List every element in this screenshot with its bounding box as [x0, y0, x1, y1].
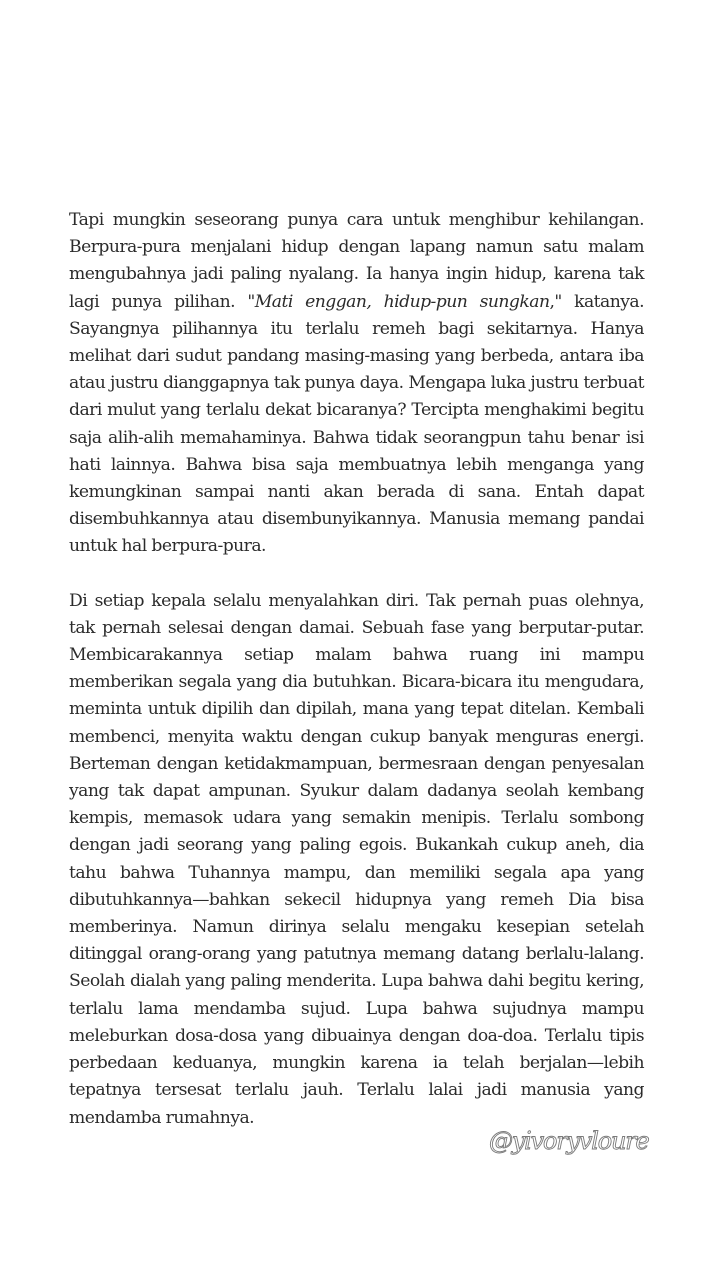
signature-text: @yivoryvloure	[489, 1127, 649, 1155]
paragraph-2: Di setiap kepala selalu menyalahkan diri. Tak pernah puas olehnya, tak pernah selesai dengan damai. Sebuah fase yang berputar-putar. Membicarakannya setiap malam bahwa ruang ini mampu memberikan segala yang dia butuhkan. Bicara-bicara itu mengudara, meminta untuk dipilih dan dipilah, mana yang tepat ditelan. Kembali membenci, menyita waktu dengan cukup banyak menguras energi. Berteman dengan ketidakmampuan, bermesraan dengan penyesalan yang tak dapat ampunan. Syukur dalam dadanya seolah kembang kempis, memasok udara yang semakin menipis. Terlalu sombong dengan jadi seorang yang paling egois. Bukankah cukup aneh, dia tahu bahwa Tuhannya mampu, dan memiliki segala apa yang dibutuhkannya—bahkan sekecil hidupnya yang remeh Dia bisa memberinya. Namun dirinya selalu mengaku kesepian setelah ditinggal orang-orang yang patutnya memang datang berlalu-lalang. Seolah dialah yang paling menderita. Lupa bahwa dahi begitu kering, terlalu lama mendamba sujud. Lupa bahwa sujudnya mampu meleburkan dosa-dosa yang dibuainya dengan doa-doa. Terlalu tipis perbedaan keduanya, mungkin karena ia telah berjalan—lebih tepatnya tersesat terlalu jauh. Terlalu lalai jadi manusia yang mendamba rumahnya.	[69, 590, 644, 1128]
signature	[487, 1117, 649, 1161]
signature-script	[487, 1117, 649, 1161]
text-block	[69, 207, 644, 1132]
paragraph-1	[69, 207, 644, 561]
italic-quote: Mati enggan, hidup-pun sungkan	[254, 291, 550, 312]
paragraph-1-lead: Tapi mungkin seseorang punya cara untuk menghibur kehilangan. Berpura-pura menjalani hidup dengan lapang namun satu malam mengubahnya jadi paling nyalang. Ia hanya ingin hidup, karena tak lagi punya pilihan. "	[69, 210, 644, 312]
paragraph-1-rest: ," katanya. Sayangnya pilihannya itu terlalu remeh bagi sekitarnya. Hanya melihat dari sudut pandang masing-masing yang berbeda, antara iba atau justru dianggapnya tak punya daya. Mengapa luka justru terbuat dari mulut yang terlalu dekat bicaranya? Tercipta menghakimi begitu saja alih-alih memahaminya. Bahwa tidak seorangpun tahu benar isi hati lainnya. Bahwa bisa saja membuatnya lebih menganga yang kemungkinan sampai nanti akan berada di sana. Entah dapat disembuhkannya atau disembunyikannya. Manusia memang pandai untuk hal berpura-pura.	[69, 291, 645, 557]
